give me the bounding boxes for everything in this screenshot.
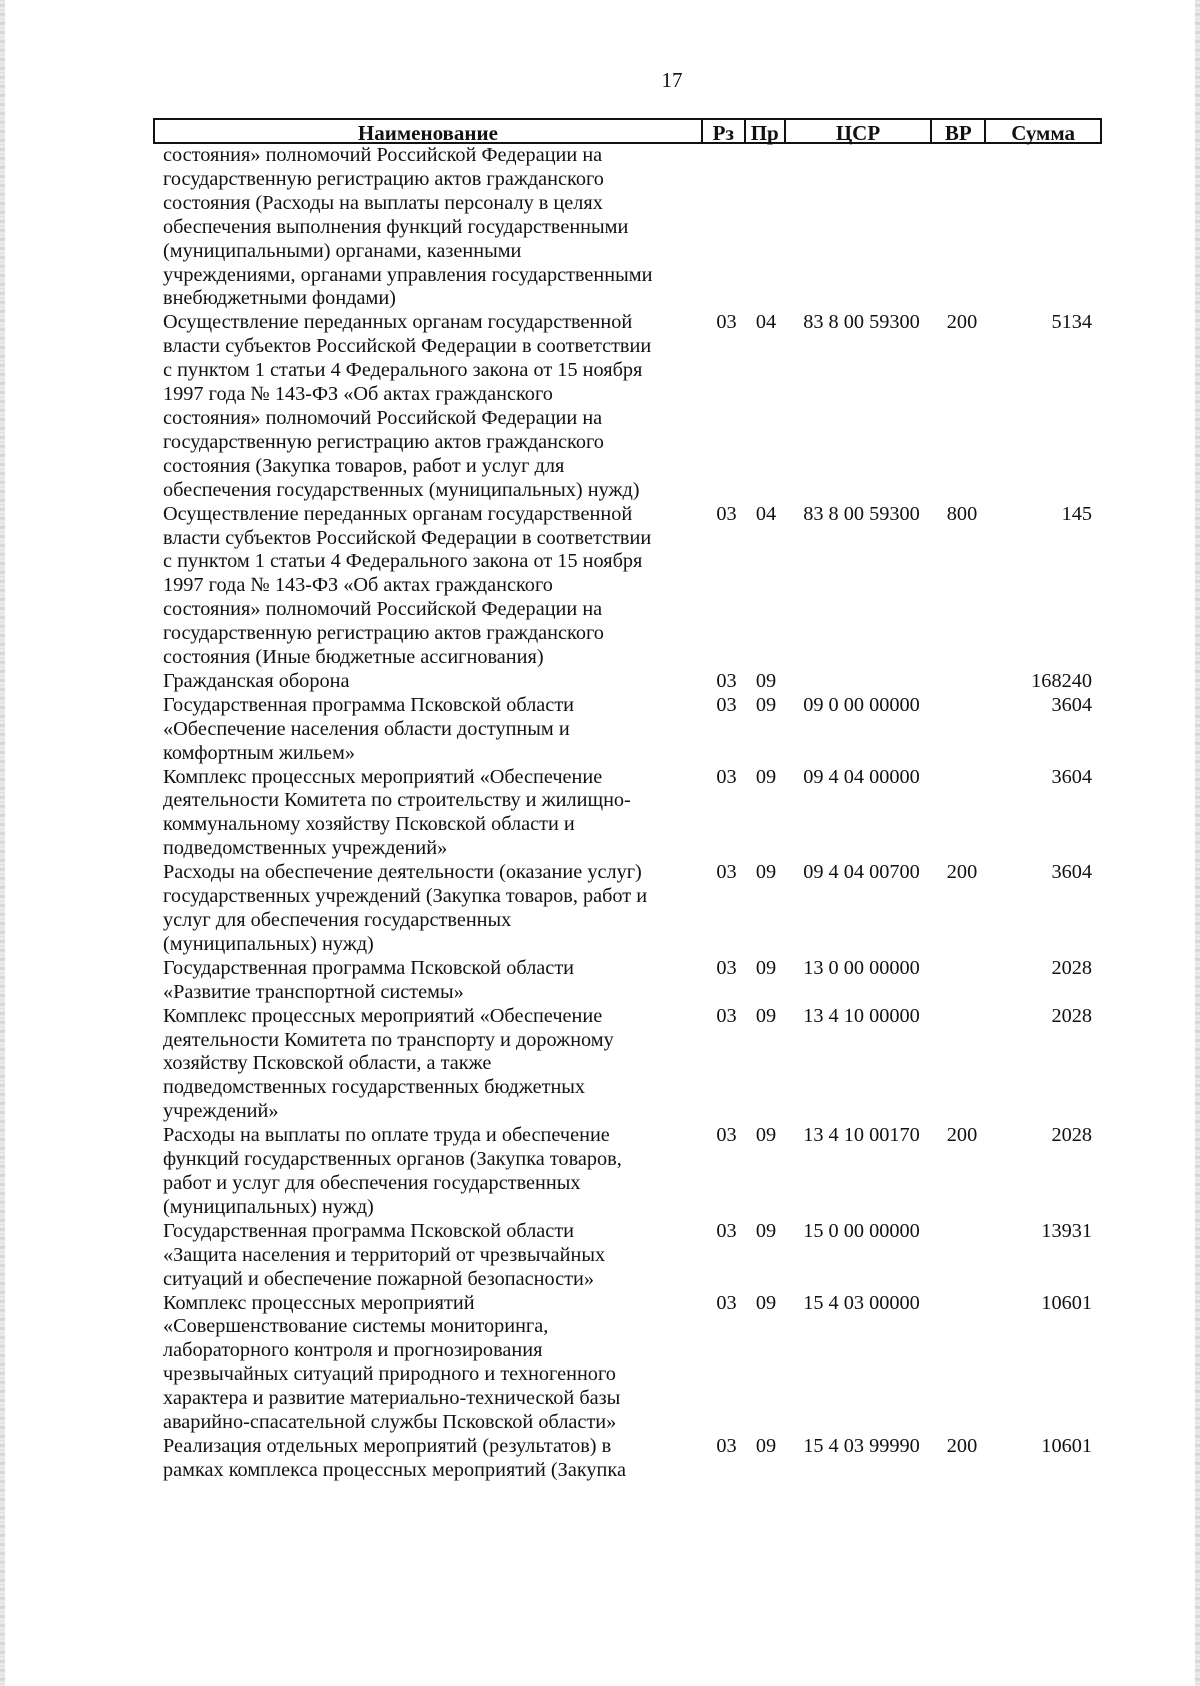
scan-edge-left bbox=[0, 0, 5, 1686]
row-rz: 03 bbox=[716, 956, 737, 979]
row-name bbox=[153, 1124, 702, 1220]
row-csr: 09 0 00 00000 bbox=[803, 693, 920, 716]
row-sum: 13931 bbox=[1041, 1219, 1092, 1242]
header-csr: ЦСР bbox=[786, 120, 933, 142]
row-pr: 09 bbox=[755, 861, 777, 884]
row-name bbox=[153, 1220, 702, 1292]
row-name-line: обеспечения государственных (муниципальных) нужд) bbox=[163, 478, 640, 501]
table-body bbox=[153, 144, 1102, 1483]
table-row bbox=[153, 957, 1102, 1005]
row-name-line: состояния (Иные бюджетные ассигнования) bbox=[163, 646, 544, 669]
row-pr: 09 bbox=[755, 765, 777, 788]
row-name-line: обеспечения выполнения функций государственными bbox=[163, 215, 629, 238]
row-name-line: Реализация отдельных мероприятий (результатов) в bbox=[163, 1434, 612, 1457]
row-vr bbox=[932, 766, 986, 862]
row-name bbox=[153, 694, 702, 766]
page-number: 17 bbox=[661, 68, 683, 92]
row-vr: 200 bbox=[946, 1434, 978, 1457]
row-sum: 3604 bbox=[1051, 765, 1092, 788]
row-vr bbox=[932, 1005, 986, 1125]
row-name-line: Комплекс процессных мероприятий «Обеспечение bbox=[163, 1004, 603, 1027]
row-csr: 83 8 00 59300 bbox=[803, 311, 920, 334]
row-name-line: «Защита населения и территорий от чрезвычайных bbox=[163, 1243, 606, 1266]
row-name-line: Осуществление переданных органам государственной bbox=[163, 502, 633, 525]
row-name-line: (муниципальных) нужд) bbox=[163, 932, 374, 955]
row-name-line: государственных учреждений (Закупка товаров, работ и bbox=[163, 885, 648, 908]
row-sum: 3604 bbox=[1051, 861, 1092, 884]
table-header bbox=[153, 118, 1102, 144]
row-vr bbox=[932, 1292, 986, 1435]
row-name-line: Гражданская оборона bbox=[163, 669, 350, 692]
table-row bbox=[153, 1292, 1102, 1435]
row-rz: 03 bbox=[716, 1434, 737, 1457]
table-row bbox=[153, 144, 1102, 311]
row-name-line: государственную регистрацию актов гражданского bbox=[163, 622, 604, 645]
row-vr bbox=[932, 957, 986, 1005]
row-csr: 13 0 00 00000 bbox=[803, 956, 920, 979]
row-name-line: «Совершенствование системы мониторинга, bbox=[163, 1315, 549, 1338]
row-pr: 09 bbox=[755, 1219, 777, 1242]
table-row bbox=[153, 1435, 1102, 1483]
row-name-line: ситуаций и обеспечение пожарной безопасности» bbox=[163, 1267, 595, 1290]
row-name-line: (муниципальных) нужд) bbox=[163, 1195, 374, 1218]
row-name-line: коммунальному хозяйству Псковской области и bbox=[163, 813, 575, 836]
row-name bbox=[153, 957, 702, 1005]
row-name-line: состояния» полномочий Российской Федерации на bbox=[163, 598, 603, 621]
row-name bbox=[153, 1435, 702, 1483]
row-csr: 13 4 10 00000 bbox=[803, 1004, 920, 1027]
row-sum: 2028 bbox=[1051, 956, 1092, 979]
row-name-line: внебюджетными фондами) bbox=[163, 287, 396, 310]
row-name-line: государственную регистрацию актов гражданского bbox=[163, 167, 604, 190]
row-name-line: деятельности Комитета по транспорту и дорожному bbox=[163, 1028, 614, 1051]
table-row bbox=[153, 1124, 1102, 1220]
row-vr: 800 bbox=[946, 502, 978, 525]
row-vr: 200 bbox=[946, 861, 978, 884]
row-sum: 10601 bbox=[1041, 1434, 1092, 1457]
row-name-line: чрезвычайных ситуаций природного и техногенного bbox=[163, 1363, 616, 1386]
row-name bbox=[153, 503, 702, 670]
row-name-line: Расходы на выплаты по оплате труда и обеспечение bbox=[163, 1124, 610, 1147]
row-name-line: (муниципальными) органами, казенными bbox=[163, 239, 522, 262]
row-name bbox=[153, 766, 702, 862]
row-rz bbox=[702, 144, 745, 311]
row-rz: 03 bbox=[716, 861, 737, 884]
row-pr: 09 bbox=[755, 693, 777, 716]
row-name-line: власти субъектов Российской Федерации в соответствии bbox=[163, 526, 652, 549]
row-csr: 09 4 04 00000 bbox=[803, 765, 920, 788]
table-row bbox=[153, 694, 1102, 766]
row-pr: 09 bbox=[755, 1434, 777, 1457]
row-sum: 5134 bbox=[1051, 311, 1092, 334]
header-sum: Сумма bbox=[1011, 121, 1076, 145]
row-pr: 09 bbox=[755, 956, 777, 979]
row-rz: 03 bbox=[716, 1219, 737, 1242]
row-name-line: хозяйству Псковской области, а также bbox=[163, 1052, 492, 1075]
row-sum: 10601 bbox=[1041, 1291, 1092, 1314]
table-row bbox=[153, 311, 1102, 502]
row-vr: 200 bbox=[946, 311, 978, 334]
row-rz: 03 bbox=[716, 693, 737, 716]
row-sum bbox=[986, 144, 1100, 311]
row-name-line: состояния» полномочий Российской Федерации на bbox=[163, 144, 603, 166]
row-vr bbox=[932, 670, 986, 694]
row-sum: 168240 bbox=[1031, 669, 1092, 692]
row-name-line: Комплекс процессных мероприятий «Обеспечение bbox=[163, 765, 603, 788]
row-pr: 09 bbox=[755, 1004, 777, 1027]
header-name: Наименование bbox=[155, 120, 703, 142]
row-csr bbox=[785, 670, 932, 694]
row-name bbox=[153, 1292, 702, 1435]
row-csr: 15 4 03 00000 bbox=[803, 1291, 920, 1314]
row-sum: 145 bbox=[1061, 502, 1092, 525]
row-pr: 09 bbox=[755, 669, 777, 692]
row-name-line: подведомственных учреждений» bbox=[163, 837, 448, 860]
row-name-line: аварийно-спасательной службы Псковской области» bbox=[163, 1411, 617, 1434]
row-csr: 83 8 00 59300 bbox=[803, 502, 920, 525]
row-vr bbox=[932, 694, 986, 766]
table-row bbox=[153, 861, 1102, 957]
row-name-line: услуг для обеспечения государственных bbox=[163, 909, 512, 931]
row-name-line: государственную регистрацию актов гражданского bbox=[163, 430, 604, 453]
table-row bbox=[153, 1220, 1102, 1292]
row-name bbox=[153, 144, 702, 311]
row-rz: 03 bbox=[716, 502, 737, 525]
table-row bbox=[153, 670, 1102, 694]
row-rz: 03 bbox=[716, 311, 737, 334]
row-name bbox=[153, 670, 702, 694]
row-vr bbox=[932, 144, 986, 311]
row-csr: 13 4 10 00170 bbox=[803, 1124, 920, 1147]
table-row bbox=[153, 766, 1102, 862]
row-name-line: Государственная программа Псковской области bbox=[163, 1219, 575, 1242]
row-name-line: рамках комплекса процессных мероприятий (Закупка bbox=[163, 1458, 626, 1481]
row-pr: 04 bbox=[755, 311, 777, 334]
table-row bbox=[153, 503, 1102, 670]
row-name bbox=[153, 1005, 702, 1125]
row-rz: 03 bbox=[716, 1004, 737, 1027]
budget-table bbox=[153, 118, 1102, 1483]
row-name-line: с пунктом 1 статьи 4 Федерального закона от 15 ноября bbox=[163, 359, 643, 382]
row-name-line: «Обеспечение населения области доступным и bbox=[163, 717, 570, 740]
scan-edge-right bbox=[1195, 0, 1200, 1686]
row-rz: 03 bbox=[716, 1124, 737, 1147]
row-name-line: Государственная программа Псковской области bbox=[163, 956, 575, 979]
row-name-line: «Развитие транспортной системы» bbox=[163, 980, 464, 1003]
row-name-line: характера и развитие материально-технической базы bbox=[163, 1387, 621, 1410]
row-name-line: деятельности Комитета по строительству и жилищно- bbox=[163, 789, 631, 812]
row-sum: 2028 bbox=[1051, 1004, 1092, 1027]
row-sum: 3604 bbox=[1051, 693, 1092, 716]
row-vr bbox=[932, 1220, 986, 1292]
row-name-line: Государственная программа Псковской области bbox=[163, 693, 575, 716]
row-name-line: комфортным жильем» bbox=[163, 741, 356, 764]
row-name-line: 1997 года № 143-ФЗ «Об актах гражданского bbox=[163, 383, 553, 406]
row-name-line: Осуществление переданных органам государственной bbox=[163, 311, 633, 334]
row-pr: 09 bbox=[755, 1291, 777, 1314]
row-name-line: с пунктом 1 статьи 4 Федерального закона от 15 ноября bbox=[163, 550, 643, 573]
table-row bbox=[153, 1005, 1102, 1125]
row-name-line: состояния» полномочий Российской Федерации на bbox=[163, 406, 603, 429]
row-name-line: подведомственных государственных бюджетных bbox=[163, 1076, 586, 1099]
row-rz: 03 bbox=[716, 669, 737, 692]
row-name-line: функций государственных органов (Закупка товаров, bbox=[163, 1148, 622, 1171]
row-rz: 03 bbox=[716, 1291, 737, 1314]
row-name-line: Комплекс процессных мероприятий bbox=[163, 1291, 475, 1314]
row-name-line: учреждениями, органами управления государственными bbox=[163, 263, 653, 286]
row-name-line: состояния (Закупка товаров, работ и услуг для bbox=[163, 454, 565, 477]
header-pr: Пр bbox=[746, 120, 786, 142]
row-name-line: состояния (Расходы на выплаты персоналу в целях bbox=[163, 191, 603, 214]
row-csr: 09 4 04 00700 bbox=[803, 861, 920, 884]
row-name bbox=[153, 311, 702, 502]
row-sum: 2028 bbox=[1051, 1124, 1092, 1147]
row-pr: 04 bbox=[755, 502, 777, 525]
header-vr: ВР bbox=[932, 120, 986, 142]
row-name-line: работ и услуг для обеспечения государственных bbox=[163, 1171, 581, 1194]
row-name-line: власти субъектов Российской Федерации в соответствии bbox=[163, 335, 652, 358]
row-name-line: Расходы на обеспечение деятельности (оказание услуг) bbox=[163, 861, 642, 884]
row-pr bbox=[745, 144, 785, 311]
row-name-line: 1997 года № 143-ФЗ «Об актах гражданского bbox=[163, 574, 553, 597]
row-name-line: лабораторного контроля и прогнозирования bbox=[163, 1339, 543, 1362]
row-csr: 15 4 03 99990 bbox=[803, 1434, 920, 1457]
row-csr: 15 0 00 00000 bbox=[803, 1219, 920, 1242]
row-csr bbox=[785, 144, 932, 311]
header-rz: Рз bbox=[703, 120, 746, 142]
row-vr: 200 bbox=[946, 1124, 978, 1147]
row-name-line: учреждений» bbox=[163, 1100, 279, 1123]
row-name bbox=[153, 861, 702, 957]
row-rz: 03 bbox=[716, 765, 737, 788]
row-pr: 09 bbox=[755, 1124, 777, 1147]
